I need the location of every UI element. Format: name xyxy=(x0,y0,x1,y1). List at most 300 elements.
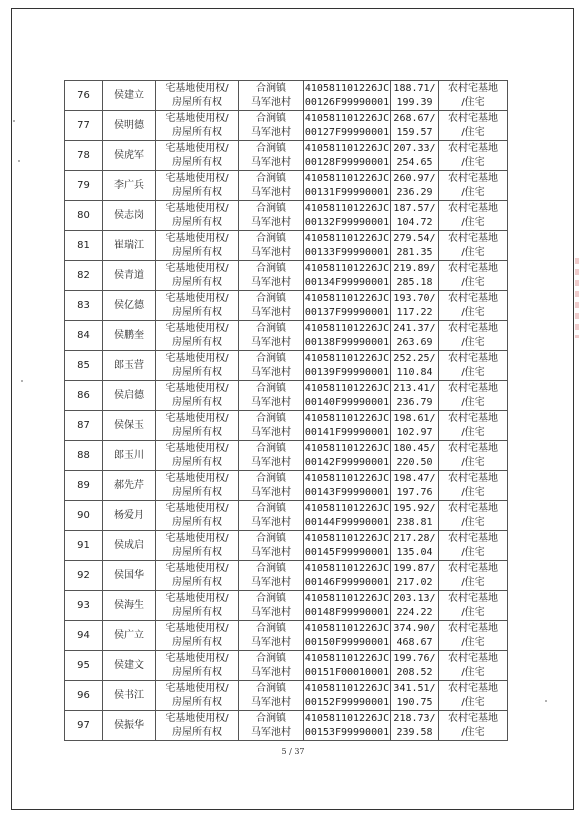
cell-location-line: 马军池村 xyxy=(251,516,291,528)
cell-use-line: /住宅 xyxy=(461,156,485,168)
cell-location xyxy=(239,411,304,441)
cell-location-line: 合涧镇 xyxy=(256,232,286,244)
cell-area-line: 203.13/ xyxy=(393,592,436,604)
cell-area-line: 199.39 xyxy=(396,96,433,108)
cell-unit-code xyxy=(304,651,391,681)
cell-use-line: 农村宅基地 xyxy=(448,382,498,394)
table-row xyxy=(65,351,508,381)
cell-right-type-line: 房屋所有权 xyxy=(172,216,222,228)
cell-use xyxy=(439,291,508,321)
cell-unit-code-line: 00153F99990001 xyxy=(304,726,390,738)
table-row xyxy=(65,651,508,681)
cell-right-type xyxy=(156,231,239,261)
records-table xyxy=(64,80,508,741)
cell-number: 88 xyxy=(65,441,103,471)
cell-unit-code-line: 00139F99990001 xyxy=(304,366,390,378)
cell-right-type xyxy=(156,81,239,111)
cell-right-type xyxy=(156,471,239,501)
cell-use xyxy=(439,171,508,201)
cell-location-line: 合涧镇 xyxy=(256,172,286,184)
cell-unit-code-line: 410581101226JC xyxy=(304,472,390,484)
cell-right-type xyxy=(156,321,239,351)
cell-unit-code-line: 00126F99990001 xyxy=(304,96,390,108)
table-row xyxy=(65,111,508,141)
cell-number: 77 xyxy=(65,111,103,141)
cell-area xyxy=(391,321,439,351)
cell-unit-code xyxy=(304,711,391,741)
cell-use-line: 农村宅基地 xyxy=(448,562,498,574)
cell-location-line: 马军池村 xyxy=(251,636,291,648)
cell-right-type-line: 房屋所有权 xyxy=(172,486,222,498)
cell-unit-code-line: 410581101226JC xyxy=(304,112,390,124)
cell-unit-code-line: 00134F99990001 xyxy=(304,276,390,288)
cell-use-line: /住宅 xyxy=(461,486,485,498)
cell-unit-code-line: 00128F99990001 xyxy=(304,156,390,168)
cell-area-line: 224.22 xyxy=(396,606,433,618)
cell-use xyxy=(439,561,508,591)
cell-location xyxy=(239,621,304,651)
cell-use-line: /住宅 xyxy=(461,606,485,618)
cell-right-type-line: 宅基地使用权/ xyxy=(165,172,229,184)
cell-area xyxy=(391,171,439,201)
table-row xyxy=(65,561,508,591)
cell-location-line: 马军池村 xyxy=(251,486,291,498)
cell-right-type-line: 房屋所有权 xyxy=(172,246,222,258)
cell-name: 郎玉营 xyxy=(103,351,156,381)
cell-area-line: 268.67/ xyxy=(393,112,436,124)
cell-name: 侯建立 xyxy=(103,81,156,111)
cell-use-line: 农村宅基地 xyxy=(448,622,498,634)
cell-area-line: 188.71/ xyxy=(393,82,436,94)
cell-use-line: 农村宅基地 xyxy=(448,142,498,154)
cell-right-type xyxy=(156,351,239,381)
cell-use xyxy=(439,711,508,741)
cell-area-line: 217.28/ xyxy=(393,532,436,544)
cell-area-line: 236.79 xyxy=(396,396,433,408)
cell-unit-code-line: 00138F99990001 xyxy=(304,336,390,348)
cell-area-line: 217.02 xyxy=(396,576,433,588)
cell-use xyxy=(439,231,508,261)
table-row xyxy=(65,321,508,351)
cell-right-type-line: 宅基地使用权/ xyxy=(165,652,229,664)
cell-number: 90 xyxy=(65,501,103,531)
cell-unit-code-line: 00132F99990001 xyxy=(304,216,390,228)
cell-right-type xyxy=(156,651,239,681)
cell-use xyxy=(439,441,508,471)
cell-use-line: 农村宅基地 xyxy=(448,292,498,304)
cell-unit-code xyxy=(304,681,391,711)
cell-area-line: 254.65 xyxy=(396,156,433,168)
cell-use-line: /住宅 xyxy=(461,636,485,648)
cell-area-line: 197.76 xyxy=(396,486,433,498)
cell-number: 79 xyxy=(65,171,103,201)
table-row xyxy=(65,441,508,471)
cell-use-line: 农村宅基地 xyxy=(448,82,498,94)
cell-location-line: 马军池村 xyxy=(251,696,291,708)
cell-location-line: 合涧镇 xyxy=(256,532,286,544)
cell-unit-code xyxy=(304,171,391,201)
cell-unit-code xyxy=(304,441,391,471)
cell-area xyxy=(391,681,439,711)
cell-use xyxy=(439,351,508,381)
cell-name: 侯海生 xyxy=(103,591,156,621)
cell-area-line: 341.51/ xyxy=(393,682,436,694)
cell-unit-code-line: 410581101226JC xyxy=(304,712,390,724)
cell-unit-code-line: 00150F99990001 xyxy=(304,636,390,648)
cell-right-type-line: 宅基地使用权/ xyxy=(165,382,229,394)
cell-location xyxy=(239,201,304,231)
cell-right-type-line: 宅基地使用权/ xyxy=(165,502,229,514)
cell-right-type-line: 宅基地使用权/ xyxy=(165,562,229,574)
cell-area xyxy=(391,471,439,501)
cell-use-line: 农村宅基地 xyxy=(448,172,498,184)
cell-use-line: 农村宅基地 xyxy=(448,442,498,454)
cell-unit-code xyxy=(304,111,391,141)
cell-unit-code-line: 00144F99990001 xyxy=(304,516,390,528)
cell-use-line: 农村宅基地 xyxy=(448,232,498,244)
table-row xyxy=(65,501,508,531)
cell-use xyxy=(439,501,508,531)
cell-use xyxy=(439,471,508,501)
cell-use-line: 农村宅基地 xyxy=(448,532,498,544)
cell-right-type xyxy=(156,531,239,561)
cell-location-line: 马军池村 xyxy=(251,96,291,108)
cell-unit-code xyxy=(304,531,391,561)
cell-area-line: 102.97 xyxy=(396,426,433,438)
cell-number: 76 xyxy=(65,81,103,111)
cell-right-type-line: 房屋所有权 xyxy=(172,396,222,408)
cell-location xyxy=(239,501,304,531)
cell-right-type-line: 宅基地使用权/ xyxy=(165,202,229,214)
table-row xyxy=(65,711,508,741)
cell-right-type-line: 宅基地使用权/ xyxy=(165,472,229,484)
cell-use xyxy=(439,201,508,231)
cell-location-line: 合涧镇 xyxy=(256,622,286,634)
cell-location-line: 合涧镇 xyxy=(256,412,286,424)
cell-number: 87 xyxy=(65,411,103,441)
cell-use-line: /住宅 xyxy=(461,396,485,408)
cell-number: 94 xyxy=(65,621,103,651)
cell-unit-code-line: 410581101226JC xyxy=(304,352,390,364)
cell-location-line: 马军池村 xyxy=(251,576,291,588)
cell-area-line: 199.76/ xyxy=(393,652,436,664)
cell-area-line: 213.41/ xyxy=(393,382,436,394)
cell-location-line: 合涧镇 xyxy=(256,292,286,304)
cell-location xyxy=(239,141,304,171)
cell-unit-code xyxy=(304,261,391,291)
cell-area xyxy=(391,291,439,321)
cell-unit-code xyxy=(304,591,391,621)
cell-use-line: /住宅 xyxy=(461,126,485,138)
cell-use-line: /住宅 xyxy=(461,666,485,678)
cell-location-line: 马军池村 xyxy=(251,426,291,438)
cell-right-type-line: 宅基地使用权/ xyxy=(165,352,229,364)
cell-right-type-line: 房屋所有权 xyxy=(172,666,222,678)
cell-use-line: /住宅 xyxy=(461,546,485,558)
cell-location-line: 马军池村 xyxy=(251,396,291,408)
cell-use-line: 农村宅基地 xyxy=(448,352,498,364)
cell-location-line: 马军池村 xyxy=(251,456,291,468)
cell-location-line: 马军池村 xyxy=(251,126,291,138)
cell-unit-code-line: 00131F99990001 xyxy=(304,186,390,198)
cell-number: 92 xyxy=(65,561,103,591)
cell-location-line: 合涧镇 xyxy=(256,382,286,394)
cell-use xyxy=(439,531,508,561)
cell-name: 侯亿德 xyxy=(103,291,156,321)
cell-location-line: 合涧镇 xyxy=(256,592,286,604)
cell-use-line: /住宅 xyxy=(461,456,485,468)
scan-speck xyxy=(13,120,15,122)
cell-area-line: 104.72 xyxy=(396,216,433,228)
cell-area-line: 199.87/ xyxy=(393,562,436,574)
cell-unit-code xyxy=(304,621,391,651)
cell-use-line: /住宅 xyxy=(461,276,485,288)
cell-unit-code xyxy=(304,381,391,411)
cell-location-line: 合涧镇 xyxy=(256,82,286,94)
cell-unit-code-line: 00141F99990001 xyxy=(304,426,390,438)
cell-unit-code-line: 410581101226JC xyxy=(304,202,390,214)
cell-unit-code-line: 00148F99990001 xyxy=(304,606,390,618)
cell-location-line: 马军池村 xyxy=(251,726,291,738)
cell-right-type-line: 宅基地使用权/ xyxy=(165,622,229,634)
cell-unit-code xyxy=(304,291,391,321)
cell-area xyxy=(391,111,439,141)
cell-location-line: 马军池村 xyxy=(251,336,291,348)
cell-location-line: 马军池村 xyxy=(251,276,291,288)
cell-use-line: /住宅 xyxy=(461,426,485,438)
cell-area xyxy=(391,411,439,441)
cell-use-line: /住宅 xyxy=(461,366,485,378)
cell-area-line: 159.57 xyxy=(396,126,433,138)
cell-area-line: 279.54/ xyxy=(393,232,436,244)
cell-right-type-line: 房屋所有权 xyxy=(172,186,222,198)
cell-location-line: 合涧镇 xyxy=(256,712,286,724)
cell-unit-code-line: 00137F99990001 xyxy=(304,306,390,318)
cell-unit-code-line: 410581101226JC xyxy=(304,532,390,544)
cell-unit-code-line: 410581101226JC xyxy=(304,82,390,94)
cell-unit-code xyxy=(304,201,391,231)
cell-area xyxy=(391,561,439,591)
cell-right-type-line: 房屋所有权 xyxy=(172,426,222,438)
cell-right-type-line: 宅基地使用权/ xyxy=(165,112,229,124)
cell-unit-code xyxy=(304,321,391,351)
cell-location-line: 合涧镇 xyxy=(256,142,286,154)
cell-right-type-line: 宅基地使用权/ xyxy=(165,262,229,274)
cell-right-type-line: 宅基地使用权/ xyxy=(165,592,229,604)
cell-area-line: 239.58 xyxy=(396,726,433,738)
cell-area xyxy=(391,711,439,741)
cell-name: 侯志岗 xyxy=(103,201,156,231)
cell-location xyxy=(239,711,304,741)
cell-name: 侯启德 xyxy=(103,381,156,411)
cell-use-line: 农村宅基地 xyxy=(448,652,498,664)
cell-area-line: 180.45/ xyxy=(393,442,436,454)
cell-right-type xyxy=(156,441,239,471)
cell-right-type-line: 宅基地使用权/ xyxy=(165,412,229,424)
cell-unit-code-line: 410581101226JC xyxy=(304,292,390,304)
cell-unit-code-line: 410581101226JC xyxy=(304,382,390,394)
cell-use-line: /住宅 xyxy=(461,576,485,588)
cell-name: 侯虎军 xyxy=(103,141,156,171)
cell-location xyxy=(239,231,304,261)
cell-right-type xyxy=(156,201,239,231)
cell-unit-code xyxy=(304,501,391,531)
cell-right-type xyxy=(156,291,239,321)
cell-location xyxy=(239,261,304,291)
cell-number: 80 xyxy=(65,201,103,231)
cell-location-line: 马军池村 xyxy=(251,156,291,168)
stamp-fragment xyxy=(575,258,579,338)
cell-location-line: 马军池村 xyxy=(251,546,291,558)
cell-area xyxy=(391,381,439,411)
cell-unit-code xyxy=(304,141,391,171)
cell-number: 78 xyxy=(65,141,103,171)
cell-use xyxy=(439,681,508,711)
cell-use-line: 农村宅基地 xyxy=(448,592,498,604)
cell-name: 李广兵 xyxy=(103,171,156,201)
cell-name: 侯建文 xyxy=(103,651,156,681)
table-row xyxy=(65,81,508,111)
cell-area-line: 260.97/ xyxy=(393,172,436,184)
cell-use-line: 农村宅基地 xyxy=(448,202,498,214)
cell-unit-code-line: 410581101226JC xyxy=(304,502,390,514)
cell-area-line: 252.25/ xyxy=(393,352,436,364)
cell-area-line: 468.67 xyxy=(396,636,433,648)
cell-right-type-line: 房屋所有权 xyxy=(172,456,222,468)
cell-area-line: 263.69 xyxy=(396,336,433,348)
cell-right-type-line: 房屋所有权 xyxy=(172,546,222,558)
cell-right-type-line: 宅基地使用权/ xyxy=(165,682,229,694)
cell-use xyxy=(439,381,508,411)
cell-right-type xyxy=(156,681,239,711)
cell-area-line: 218.73/ xyxy=(393,712,436,724)
cell-location xyxy=(239,111,304,141)
cell-location-line: 合涧镇 xyxy=(256,472,286,484)
cell-unit-code xyxy=(304,561,391,591)
cell-right-type-line: 房屋所有权 xyxy=(172,516,222,528)
cell-number: 95 xyxy=(65,651,103,681)
cell-location xyxy=(239,591,304,621)
cell-unit-code-line: 410581101226JC xyxy=(304,262,390,274)
cell-location xyxy=(239,531,304,561)
cell-unit-code xyxy=(304,351,391,381)
cell-location xyxy=(239,381,304,411)
table-row xyxy=(65,471,508,501)
cell-location xyxy=(239,681,304,711)
table-row xyxy=(65,231,508,261)
cell-use-line: 农村宅基地 xyxy=(448,412,498,424)
cell-name: 侯振华 xyxy=(103,711,156,741)
cell-right-type xyxy=(156,141,239,171)
cell-area-line: 285.18 xyxy=(396,276,433,288)
cell-right-type-line: 宅基地使用权/ xyxy=(165,292,229,304)
table-row xyxy=(65,261,508,291)
cell-location-line: 马军池村 xyxy=(251,366,291,378)
cell-area-line: 190.75 xyxy=(396,696,433,708)
cell-number: 97 xyxy=(65,711,103,741)
cell-unit-code-line: 410581101226JC xyxy=(304,652,390,664)
cell-location-line: 合涧镇 xyxy=(256,682,286,694)
cell-use-line: 农村宅基地 xyxy=(448,712,498,724)
scan-speck xyxy=(545,700,547,702)
cell-area xyxy=(391,141,439,171)
cell-right-type-line: 宅基地使用权/ xyxy=(165,322,229,334)
cell-name: 侯鹏奎 xyxy=(103,321,156,351)
cell-unit-code-line: 410581101226JC xyxy=(304,322,390,334)
cell-name: 侯保玉 xyxy=(103,411,156,441)
cell-area xyxy=(391,531,439,561)
cell-number: 83 xyxy=(65,291,103,321)
cell-right-type-line: 宅基地使用权/ xyxy=(165,142,229,154)
records-table-body xyxy=(65,81,508,741)
cell-name: 侯青道 xyxy=(103,261,156,291)
cell-right-type-line: 宅基地使用权/ xyxy=(165,712,229,724)
cell-use xyxy=(439,111,508,141)
cell-number: 86 xyxy=(65,381,103,411)
cell-unit-code-line: 00145F99990001 xyxy=(304,546,390,558)
cell-right-type-line: 宅基地使用权/ xyxy=(165,532,229,544)
cell-location xyxy=(239,651,304,681)
cell-use-line: /住宅 xyxy=(461,696,485,708)
cell-right-type xyxy=(156,261,239,291)
cell-area xyxy=(391,81,439,111)
cell-area xyxy=(391,201,439,231)
cell-area xyxy=(391,231,439,261)
cell-right-type-line: 房屋所有权 xyxy=(172,366,222,378)
page-number: 5 / 37 xyxy=(281,747,305,756)
table-row xyxy=(65,531,508,561)
cell-unit-code-line: 00142F99990001 xyxy=(304,456,390,468)
cell-unit-code xyxy=(304,81,391,111)
cell-location-line: 合涧镇 xyxy=(256,652,286,664)
cell-use xyxy=(439,141,508,171)
cell-unit-code-line: 00151F00010001 xyxy=(304,666,390,678)
cell-right-type-line: 宅基地使用权/ xyxy=(165,82,229,94)
cell-location xyxy=(239,471,304,501)
cell-area-line: 110.84 xyxy=(396,366,433,378)
cell-right-type xyxy=(156,561,239,591)
cell-area-line: 281.35 xyxy=(396,246,433,258)
cell-area xyxy=(391,441,439,471)
cell-use-line: /住宅 xyxy=(461,306,485,318)
cell-number: 82 xyxy=(65,261,103,291)
cell-area-line: 220.50 xyxy=(396,456,433,468)
cell-number: 93 xyxy=(65,591,103,621)
scan-speck xyxy=(21,380,23,382)
cell-use xyxy=(439,261,508,291)
cell-location xyxy=(239,81,304,111)
cell-use xyxy=(439,591,508,621)
cell-use xyxy=(439,411,508,441)
cell-number: 81 xyxy=(65,231,103,261)
cell-area xyxy=(391,261,439,291)
cell-use xyxy=(439,621,508,651)
cell-name: 侯国华 xyxy=(103,561,156,591)
cell-location xyxy=(239,291,304,321)
cell-area xyxy=(391,351,439,381)
cell-area-line: 236.29 xyxy=(396,186,433,198)
cell-unit-code-line: 410581101226JC xyxy=(304,172,390,184)
cell-location-line: 马军池村 xyxy=(251,306,291,318)
cell-name: 侯书江 xyxy=(103,681,156,711)
scan-speck xyxy=(18,160,20,162)
cell-unit-code xyxy=(304,231,391,261)
cell-location-line: 合涧镇 xyxy=(256,322,286,334)
cell-right-type-line: 宅基地使用权/ xyxy=(165,232,229,244)
cell-area-line: 238.81 xyxy=(396,516,433,528)
cell-unit-code-line: 410581101226JC xyxy=(304,232,390,244)
cell-unit-code xyxy=(304,411,391,441)
